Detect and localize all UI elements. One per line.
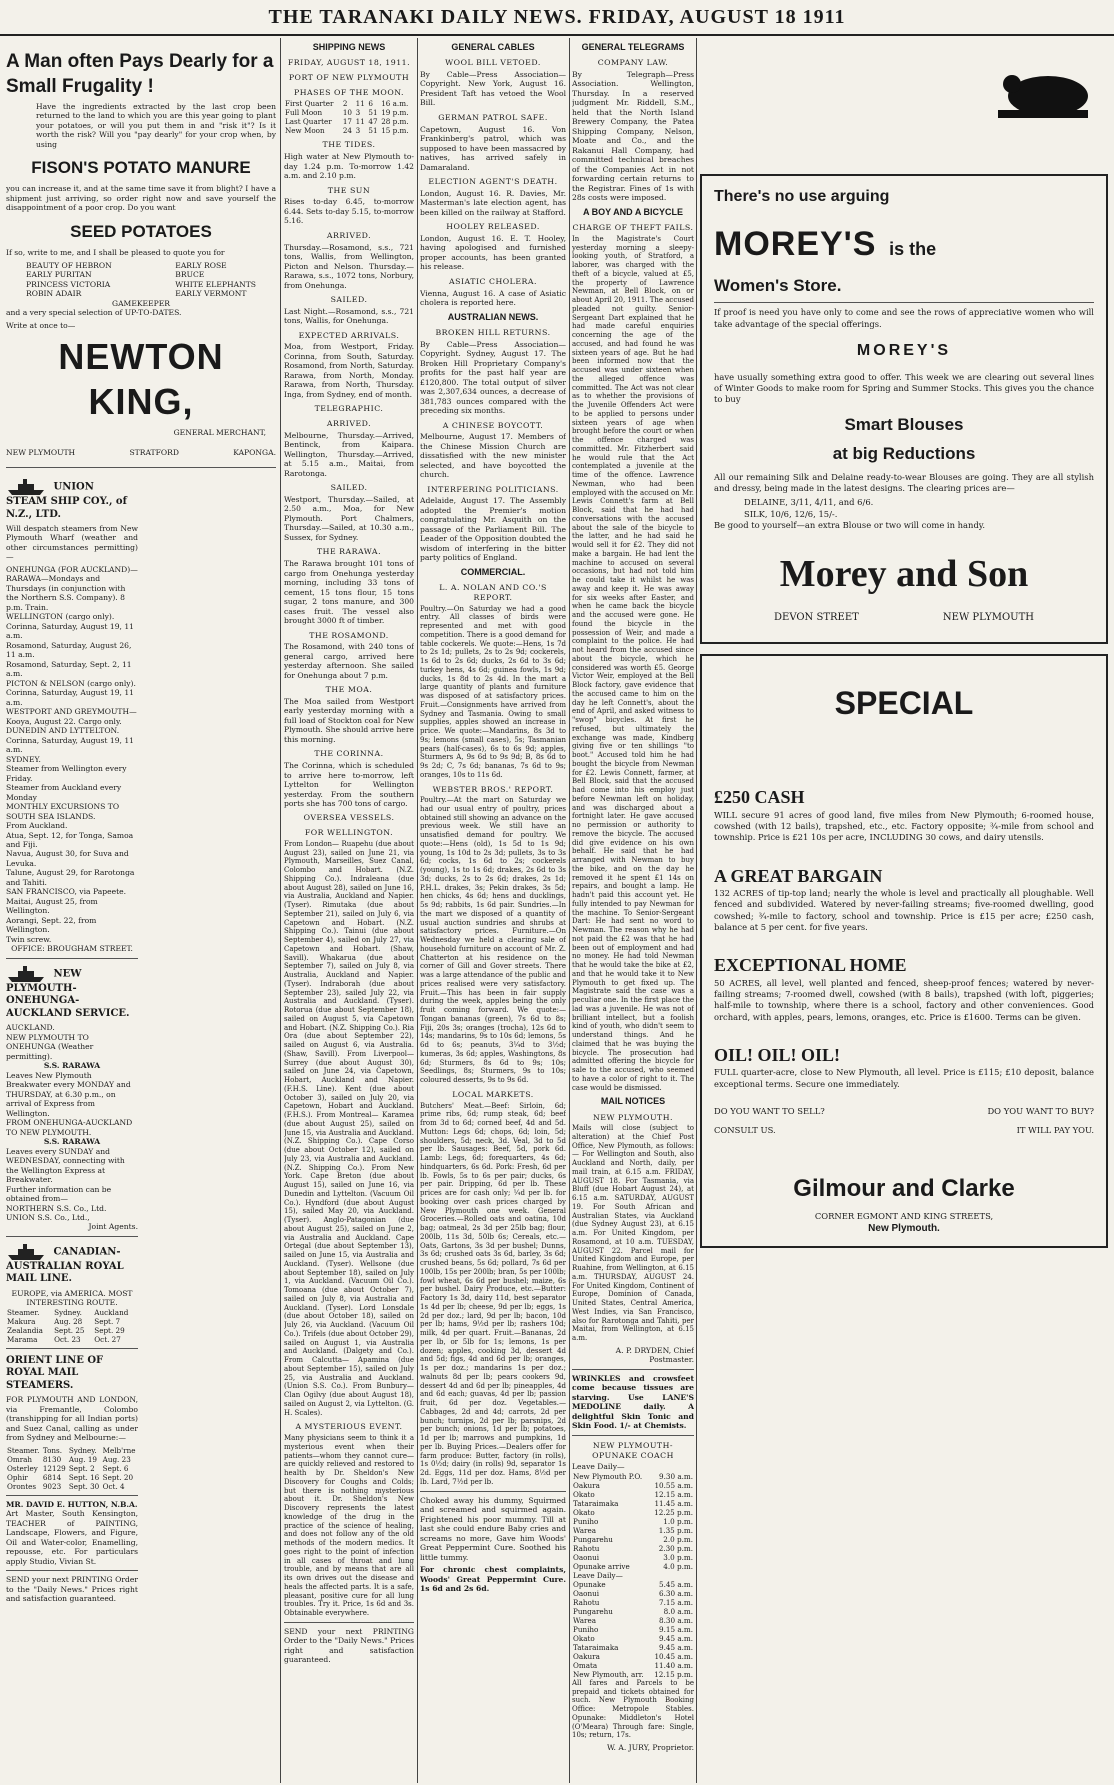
table-row: Full Moon 10 3 51 19 p.m. [285,108,409,118]
printing-ad: SEND your next PRINTING Order to the "Daily News." Prices right and satisfaction guaranteed. [284,1626,414,1665]
printing-ad: SEND your next PRINTING Order to the "Daily News." Prices right and satisfaction guaranteed. [6,1575,138,1604]
subheading: EXPECTED ARRIVALS. [298,330,400,340]
article-text: The Corinna, which is scheduled to arrive here to-morrow, left Lyttelton for Wellington yesterday. From the southern ports she has 700 tons of cargo. [284,761,414,808]
morey-son-title: Morey and Son [779,553,1029,596]
town: STRATFORD [129,447,179,457]
gilmour-title: Gilmour and Clarke [793,1174,1015,1202]
section-title: AUSTRALIAN NEWS. [447,311,539,322]
divider [6,958,138,959]
advert-text: For chronic chest complaints, Woods' Great Peppermint Cure. 1s 6d and 2s 6d. [420,1565,566,1594]
schedule-line: Rosamond, Saturday, Sept. 2, 11 a.m. [6,659,132,679]
article-text: By Cable—Press Association—Copyright. Sydney, August 17. The Broken Hill Proprietary Company's profits for the past half year are £120,800. The total output of silver was 2,307,634 ounces, a decrease of 381,783 ounces compared with the preceding six months. [420,339,566,416]
table-row: Opunake arrive 4.0 p.m. [573,1561,693,1571]
article-text: Mails will close (subject to alteration) at the Chief Post Office, New Plymouth, as follows:— For Wellington and South, also Auckland and North, daily, per mail train, at 6.15 a.m. FRIDAY, AUGUST 18. For Tasmania, via Bluff (due Hobart August 24), at 6.15 a.m. SATURDAY, AUGUST 19. For South African and Australian States, via Auckland (due Sydney August 23), at 6.15 a.m. For United Kingdom, per Rosamond, at 10 a.m. TUESDAY, AUGUST 22. Parcel mail for United Kingdom and Europe, per Ruahine, from Wellington, at 6.15 a.m. THURSDAY, AUGUST 24. For United Kingdom, Continent of Europe, Dominion of Canada, United States, Central America, West Indies, via San Francisco, also for Rarotonga and Tahiti, per Maitai, from Wellington, at 6.15 a.m. [572,1124,694,1343]
ad-footer: CONSULT US. IT WILL PAY YOU. [714,1125,1094,1136]
list-item: BEAUTY OF HEBRON [26,260,112,270]
headline: A Man often Pays Dearly for a [6,51,274,72]
article-text: Capetown, August 16. Von Frankinberg's patrol, which was supposed to have been massacred by natives, has arrived safely in Damaraland. [420,124,566,172]
schedule-line: Kooya, August 22. Cargo only. [6,716,122,726]
subheading: PHASES OF THE MOON. [293,87,405,97]
schedule-line: DUNEDIN AND LYTTELTON. [6,726,120,736]
illustration-icon [978,58,1098,128]
list-item: EARLY VERMONT [175,289,247,299]
list-item: ROBIN ADAIR [26,289,82,299]
divider [6,1570,138,1571]
list-item: EARLY ROSE [175,260,227,270]
table-row: Rahotu 7.15 a.m. [573,1597,693,1607]
divider [6,1348,138,1349]
section-title: GENERAL TELEGRAMS [581,42,685,52]
seed-title: SEED POTATOES [70,221,212,241]
schedule-line: Leaves New Plymouth Breakwater every MONDAY and THURSDAY, at 6.30 p.m., on arrival of Express from Wellington. [6,1070,131,1118]
subheading: SAILED. [330,483,368,493]
divider [6,467,276,468]
section-title: COMMERCIAL. [460,566,526,577]
table-row: Makura Aug. 28 Sept. 7 [7,1316,121,1326]
ad-heading: MOREY'S [856,342,952,360]
date-line: FRIDAY, AUGUST 18, 1911. [287,58,411,68]
table-row: Warea 8.30 a.m. [573,1615,693,1625]
ad-heading: NEW PLYMOUTH-ONEHUNGA-AUCKLAND SERVICE. [6,965,138,1021]
list-item: WHITE ELEPHANTS [175,279,256,289]
subheading: GERMAN PATROL SAFE. [438,112,548,122]
subheading: L. A. NOLAN AND CO.'S REPORT. [439,583,547,602]
subheading: COMPANY LAW. [597,58,669,68]
column-5-display-advertisements [700,38,1108,1783]
table-row: Warea 1.35 p.m. [573,1525,693,1535]
schedule-line: Steamer from Auckland every Monday [6,783,122,802]
headline: Small Frugality ! [6,75,154,97]
table-row: Tataraimaka 9.45 a.m. [573,1642,693,1652]
table-row: Omrah 8130 Aug. 19 Aug. 23 [7,1454,131,1464]
article-text: Melbourne, Thursday.—Arrived, Bentinck, from Kaipara. Wellington, Thursday.—Arrived, at 5.15 a.m., Maitai, from Rarotonga. [284,430,414,478]
subheading: ASIATIC CHOLERA. [449,276,537,286]
table-row: Steamer. Sydney. Auckland [7,1307,129,1317]
subheading: ELECTION AGENT'S DEATH. [428,177,558,187]
article-text: London, August 16. R. Davies, Mr. Masterman's late election agent, has been killed on the railway at Stafford. [420,188,566,217]
subheading: OVERSEA VESSELS. [303,813,395,823]
moon-table [284,99,414,135]
article-text: Adelaide, August 17. The Assembly adopted the Premier's motion congratulating Mr. Asquith on the passage of the Parliament Bill. The Leader of the Opposition doubted the wisdom of interfering in the bitter party politics of England. [420,496,566,563]
ad-text: 132 ACRES of tip-top land; nearly the whole is level and practically all ploughable. Well fenced and subdivided. Watered by never-failing streams; five-roomed dwelling, good cowshed; ¾-mile to factory, school and township. Price is £15 per acre; £250 cash, balance at 5 per cent. for five years. [714,887,1094,932]
article-text: Last Night.—Rosamond, s.s., 721 tons, Wallis, for Onehunga. [284,306,414,326]
shipping-adverts [6,472,138,1607]
ad-heading: Smart Blouses [844,414,964,434]
schedule-line: SAN FRANCISCO, via Papeete. [6,887,127,897]
table-row: Omata 11.40 a.m. [573,1660,693,1670]
table-row: Rahotu 2.30 p.m. [573,1543,693,1553]
table-row: Osterley 12129 Sept. 2 Sept. 6 [7,1463,129,1473]
article-text: Poultry.—On Saturday we had a good entry. All classes of birds were represented and met with good competition. There is a good demand for table cockerels. We quote:—Hens, 1s 7d to 2s 1d; pullets, 2s to 2s 9d; cockerels, 1s 6d to 2s 6d; ducks, 2s 6d to 3s 6d; turkey hens, 4s 6d; guinea fowls, 1s 9d; ducks, 1s 8d to 2s 4d. In the mart a large quantity of plants and furniture was disposed of at satisfactory prices. Fruit.—Consignments have arrived from Sydney and Tasmania. Owing to small supplies, apples showed an increase in price. We quote:—Mandarins, 8s 3d to 9s; lemons (small cases), 5s; Tasmanian pears (half-cases), 6s to 6s 9d; apples, Sturmers A, 9s 6d to 9s 9d; B, 8s 6d to 9s 2d; C, 7s 6d; bananas, 7s 6d to 9s; oranges, 10s to 11s 6d. [420,604,566,779]
schedule-line: Corinna, Saturday, August 19, 11 a.m. [6,621,135,641]
ad-text: Write at once to— [6,320,76,330]
divider [6,1495,138,1496]
price-line: SILK, 10/6, 12/6, 15/-. [744,508,838,519]
table-row: Okato 9.45 a.m. [573,1633,693,1643]
section-title: A BOY AND A BICYCLE [582,206,683,217]
table-row: Oaonui 3.0 p.m. [573,1552,693,1562]
divider [572,1369,694,1370]
schedule-line: AUCKLAND. [6,1023,55,1033]
subheading: LOCAL MARKETS. [452,1089,534,1099]
ad-heading: MR. DAVID E. HUTTON, N.B.A. [6,1499,138,1509]
schedule-line: Talune, August 29, for Rarotonga and Tahiti. [6,868,135,887]
subheading: WOOL BILL VETOED. [445,58,541,68]
subheading: NEW PLYMOUTH-OPUNAKE COACH [592,1440,674,1460]
subheading: THE SUN [327,185,371,195]
steamship-icon [6,965,46,983]
table-row: Okato 12.15 a.m. [573,1489,693,1499]
table-row: Puniho 9.15 a.m. [573,1624,693,1634]
divider [420,1491,566,1492]
sailing-table [6,1446,138,1491]
list-item: PRINCESS VICTORIA [26,279,111,289]
schedule-line: MONTHLY EXCURSIONS TO SOUTH SEA ISLANDS. [6,802,120,821]
ad-heading: MOREY'S is the [714,224,937,263]
subheading: THE RARAWA. [316,547,382,557]
article-text: London, August 16. E. T. Hooley, having apologised and furnished proper accounts, has been granted his release. [420,234,566,272]
ad-text: Will despatch steamers from New Plymouth Wharf (weather and other circumstances permitting)— [6,524,138,562]
schedule-line: NORTHERN S.S. Co., Ltd. [6,1203,107,1213]
newton-king-title: NEWTON KING, [58,336,224,423]
ad-heading: UNION STEAM SHIP COY., of N.Z., LTD. [6,478,138,521]
article-text: By Telegraph—Press Association. Wellington, Thursday. In a reserved judgment Mr. Riddell, S.M., held that the North Island Brewery Company, the Patea Shipping Company, Nelson, Moate and Co., and the Rakanui Hall Company, had committed technical breaches of the Companies Act in not forwarding certain returns to the Registrar. Fines of 1s with 28s costs were imposed. [572,69,694,203]
ad-text: Be good to yourself—an extra Blouse or two will come in handy. [714,519,986,530]
schedule-line: S.S. RARAWA [43,1137,101,1147]
table-row: New Moon 24 3 51 15 p.m. [285,126,409,136]
column-1-advertisements [6,38,276,1783]
subheading: TELEGRAPHIC. [314,404,384,414]
schedule-line: WELLINGTON (cargo only). [6,612,115,622]
ad-text: FOR PLYMOUTH AND LONDON, via Fremantle, Colombo (transhipping for all Indian ports) and Suez Canal, calling as under from Sydney and Melbourne:— [6,1395,138,1443]
article-text: The Rarawa brought 101 tons of cargo from Onehunga yesterday morning, including 33 tons of cement, 15 tons flour, 15 tons sugar, 2 tons manure, and 300 cases fruit. The vessel also brought 3000 ft of timber. [284,559,414,626]
column-rule [417,38,418,1783]
ad-heading: A GREAT BARGAIN [714,865,883,886]
article-text: Poultry.—At the mart on Saturday we had our usual entry of poultry, prices obtained still showing an advance on the previous week. We still have an unsatisfied demand for poultry. We quote:—Hens (old), 1s 5d to 1s 9d; young, 1s 10d to 2s 3d; pullets, 3s to 3s 6d; cocks, 1s 6d to 2s; cockerels (young), 1s to 1s 6d; drakes, 2s 6d to 3s 3d; ducks, 2s to 2s 6d; drakes, 2s 1d; P.H.L. drakes, 3s; Pekin drakes, 3s 5d; hen chicks, 4s 6d; hens and ducklings, 5s 9d; rabbits, 1s 6d pair. Sundries.—In the mart we disposed of a quantity of usual auction sundries and shrubs at satisfactory prices. Furniture.—On Wednesday we held a clearing sale of household furniture on account of Mr. Z. Chatterton at his residence on the corner of Gill and Gover streets. There was a large attendance of the public and prices realised were very satisfactory. Fruit.—This has been in fair supply during the week, apples being the only fruit coming forward. We quote:—Tongan bananas (green), 7s 6d to 8s; Fiji, 20s 3s; oranges (trocha), 12s 6d to 14s; mandarins, 9s to 10s 6d; lemons, 5s 6d to 6s; peanuts, 3¼d to 3½d; kumeras, 3s 6d; apples, Washingtons, 8s 6d; Sturmers, 8s 6d to 9s; 10s; Seedlings, 8s; Sturmers, 9s to 10s; coloured desserts, 9s to 9s 6d. [420,796,566,1085]
schedule-line: Navua, August 30, for Suva and Levuka. [6,849,129,868]
subheading: CHARGE OF THEFT FAILS. [572,223,694,233]
subheading: THE MOA. [325,685,373,695]
ad-text: All our remaining Silk and Delaine ready-to-wear Blouses are going. They are all stylish and dressy, being made in the latest designs. The clearing prices are— [714,471,1094,493]
schedule-line: ONEHUNGA (FOR AUCKLAND)— [6,564,138,574]
town: NEW PLYMOUTH [6,447,76,457]
signature: A. P. DRYDEN, Chief Postmaster. [615,1345,694,1365]
table-row: New Plymouth P.O. 9.30 a.m. [573,1471,693,1481]
ad-text: you can increase it, and at the same time save it from blight? I have a shipment just arriving, so order right now and save yourself the disappointment of a poor crop. Do you want [6,184,276,213]
price-line: DELAINE, 3/11, 4/11, and 6/6. [744,497,874,508]
subheading: NEW PLYMOUTH. [592,1112,673,1122]
article-text: The Rosamond, with 240 tons of general cargo, arrived here yesterday afternoon. She sailed for Onehunga about 7 p.m. [284,642,414,680]
masthead: THE TARANAKI DAILY NEWS. FRIDAY, AUGUST 18 1911 [0,0,1114,36]
section-title: SHIPPING NEWS [312,42,386,52]
schedule-line: UNION S.S. Co., Ltd., [6,1212,90,1222]
divider [6,1236,138,1237]
subheading: ARRIVED. [326,419,372,429]
table-row: Steamer. Tons. Sydney. Melb'rne [7,1445,136,1455]
morey-advert [700,174,1108,644]
ad-text: WILL secure 91 acres of good land, five miles from New Plymouth; 6-roomed house, cowshed (with 12 bails), trapshed, etc., etc. Factory opposite; ¾-mile from school and township. Price is £21 10s per acre, INCLUDING 30 cows, and dairy utensils. [714,809,1094,843]
schedule-line: Corinna, Saturday, August 19, 11 a.m. [6,735,135,755]
subheading: THE TIDES. [322,140,376,150]
table-row: Oakura 10.55 a.m. [573,1480,693,1490]
column-rule [569,38,570,1783]
article-text: In the Magistrate's Court yesterday morning a sleepy-looking youth, of Stratford, a laborer, was charged with the theft of a bicycle, valued at £5, the property of Lawrence Newman, at Bell Block, on or about April 20, 1911. The accused pleaded not guilty. Senior-Sergeant Dart explained that he had made careful enquiries concerning the age of the accused, and had found he was sixteen years of age. But he had been informed now that the accused was under sixteen when the alleged offence was committed. The Act was not clear as to whether the provisions of the Juvenile Offenders Act were to be applied to persons under sixteen years of age when brought before the court or when the offence charged was committed. Mr. Fitzherbert said he would rule that the Act contemplated a juvenile at the time of the offence. Lawrence Newman, who had been employed with the accused on Mr. Lewis Connett's farm at Bell Block, said that he had had conversations with the accused about the sale of the bicycle to the latter, and he had said he would sell it for £2. They did not make a bargain. He had lent the machine to accused on several occasions, but had not told him he could take it whilst he was away and keep it. He was away for six weeks after Easter, and when he came back the bicycle and the accused were gone. He found the bicycle in the possession of Weir, and made a complaint to the police. He had not heard from the accused since about the bicycle, which he considered was worth £5. George Victor Weir, employed at the Bell Block factory, gave evidence that the accused came to him on the day he left Connett's, about the end of April, and asked witness to "swop" bicycles. At first he refused, but ultimately the exchange was made, Kindberg giving five or ten shillings "to boot." Accused told him he had bought the bicycle from Newman for £2. Lewis Connett, farmer, at Bell Block, said that the accused had come into his employ just before Newman left on holiday, and was discharged about a fortnight later. He gave accused no permission or authority to remove the bicycle. The accused did give evidence on his own behalf. He said that he had arranged with Newman to buy the bike, and on the day he removed it he spent £1 14s on repairs, and bought a lamp. He hadn't paid this account yet. He fully intended to pay Newman for the machine. To Senior-Sergeant Dart: He had sent no word to Newman. The reason why he had not paid the £2 was that he had been out of employment and had no money. He had told Newman that he would take the bike at £2, and that he would take it to New Plymouth to get fixed up. The Magistrate said the case was a peculiar one. In the first place the lad was a juvenile. He was not of brilliant intellect, but a foolish kind of youth, who didn't seem to understand things. And he claimed that he was buying the bicycle. The prosecution had admitted offering the bicycle for sale to the accused, who seemed to have a color of right to it. The case would be dismissed. [572,234,694,1092]
office: OFFICE: BROUGHAM STREET. [11,944,133,954]
table-row: Puniho 1.0 p.m. [573,1516,693,1526]
article-text: From London— Ruapehu (due about August 23), sailed on June 21, via Plymouth, Marseilles, Suez Canal, Colombo and Hobart. (N.Z. Shipping Co.). Indraleana (due about August 28), sailed on June 16, via Australia, Auckland and Napier. (Tyser). Rimutaka (due about September 21), sailed on July 6, via Capetown and Hobart. (N.Z. Shipping Co.). Tainui (due about September 4), sailed on July 27, via Capetown and Hobart. (Shaw, Savill). Whakarua (due about September 7), sailed on July 8, via Australia, Auckland and Napier. (Tyser). Indraborah (due about September 23), sailed July 22, via Australia and Auckland. (Tyser). Rotorua (due about September 18), sailed on August 5, via Capetown and Hobart. (N.Z. Shipping Co.). Ria Ora (due about September 22), sailed on August 6, via Australia. (Shaw, Savill). From Liverpool— Surrey (due about August 30), sailed on June 24, via Capetown, Hobart, Auckland and Napier. (F.H.S. Line). Kent (due about October 3), sailed on July 20, via Capetown, Hobart and Auckland. (F.H.S.). From Montreal— Karamea (due about August 25), sailed on June 15, via Australia and Auckland. (N.Z. Shipping Co.). Cape Corso (due about October 12), sailed on July 23, via Australia and Auckland. (N.Z. Shipping Co.). From New York. Cape Breton (due about August 15), sailed on June 16, via Dunedin and Lyttelton. (Vacuum Oil Co.). Hyndford (due about August 15), sailed May 20, via Auckland. (Tyser). Anglo-Patagonian (due about August 25), sailed on June 2, via Australia and Auckland. Cape Ortegal (due about September 13), sailed on June 15, via Australia and Auckland. (Tyser). Wellsone (due about September 18), sailed on July 1, via Auckland. (Vacuum Oil Co.). Tomoana (due about October 7), sailed on July 8, via Australia and Auckland. (Tyser). Lord Lonsdale (due about October 18), sailed on July 26, via Auckland. (Vacuum Oil Co.). Trifels (due about October 29), sailed on August 1, via Australia and Auckland. (Dalgety and Co.). From Calcutta— Apamina (due about September 15), sailed on July 25, via Australia and Auckland. (Union S.S. Co.). From Bunbury— Clan Ogilvy (due about August 18), sailed on August 2, via Lyttelton. (G. H. Scales). [284,839,414,1417]
subheading: THE CORINNA. [314,749,384,759]
steamship-icon [6,1243,46,1261]
column-4-general-telegrams [572,38,694,1783]
sailing-table [6,1308,138,1344]
article-text: Westport, Thursday.—Sailed, at 2.50 a.m., Moa, for New Plymouth. Port Chalmers, Thursday.—Sailed, at 10.30 a.m., Sussex, for Sydney. [284,494,414,542]
article-text: The Moa sailed from Westport early yesterday morning with a full load of Stockton coal for New Plymouth. She should arrive here this morning. [284,696,414,744]
subheading: THE ROSAMOND. [309,630,389,640]
ad-heading: £250 CASH [714,787,805,808]
ad-text: FULL quarter-acre, close to New Plymouth, all level. Price is £115; £10 deposit, balance exceptional terms. Secure one immediately. [714,1067,1094,1089]
table-row: Pungarehu 2.0 p.m. [573,1534,693,1544]
subheading: FOR WELLINGTON. [304,828,394,838]
morey-banner [700,38,1108,168]
schedule-line: WESTPORT AND GREYMOUTH— [6,707,137,717]
table-row: Orontes 9023 Sept. 30 Oct. 4 [7,1481,125,1491]
ad-text: Have the ingredients extracted by the last crop been returned to the land to which you are this year going to plant your potatoes, or will you put them in and "risk it"? Is it worth the risk? Will you "pay dearly" for your crop when, by using [36,101,276,149]
schedule-line: FROM ONEHUNGA-AUCKLAND TO NEW PLYMOUTH. [6,1118,133,1137]
subheading: WEBSTER BROS.' REPORT. [432,784,554,794]
column-rule [280,38,281,1783]
advert-text: Choked away his dummy, Squirmed and screamed and squirmed again. Frightened his poor mummy. Till at last she could endure Baby cries and screams no more, Gave him Woods' Great Peppermint Cure. Soothed his little tummy. [420,1495,566,1562]
subheading: A CHINESE BOYCOTT. [442,420,544,430]
signature: W. A. JURY, Proprietor. [607,1743,694,1753]
advert-text: WRINKLES and crowsfeet come because tissues are starving. Use LANE'S MEDOLINE daily. A delightful Skin Tonic and Skin Food. 1/- at Chemists. [572,1373,694,1431]
table-row: New Plymouth, arr. 12.15 p.m. [573,1669,693,1679]
table-row: Okato 12.25 p.m. [573,1507,693,1517]
schedule-line: Aorangi, Sept. 22, from Wellington. [6,915,97,935]
ad-text: Art Master, South Kensington, TEACHER of PAINTING, Landscape, Flowers, and Figure, Oil and Water-color, Enamelling, repousse, etc. For particulars apply Studio, Vivian St. [6,1509,138,1566]
article-text: Rises to-day 6.45, to-morrow 6.44. Sets to-day 5.15, to-morrow 5.16. [284,197,414,226]
towns [6,448,276,457]
table-row: Pungarehu 8.0 a.m. [573,1606,693,1616]
list-item: EARLY PURITAN [26,270,92,280]
section-title: MAIL NOTICES [600,1096,666,1107]
subheading: BROKEN HILL RETURNS. [435,327,551,337]
list-item: BRUCE [175,270,205,280]
ad-text: 50 ACRES, all level, well planted and fenced, sheep-proof fences; watered by never-failing streams; 7-roomed dwell, cowshed (with 8 bails), trapshed (with loft, piggeries; half-mile to township, where there is a school, factory and other conveniences. Good orchard, with apples, pears, lemons, oranges, etc. Price is £1600. Terms can be given. [714,977,1094,1022]
table-row: Zealandia Sept. 25 Sept. 29 [7,1325,125,1335]
ad-heading: There's no use arguing [714,188,890,205]
schedule-line: SYDNEY. [6,754,41,764]
column-rule [696,38,697,1783]
ad-subheading: EUROPE, via AMERICA. MOST INTERESTING ROUTE. [11,1288,133,1308]
schedule-line: Atua, Sept. 12, for Tonga, Samoa and Fiji. [6,830,134,849]
schedule-line: RARAWA—Mondays and Thursdays (in conjunction with the Northern S.S. Company). 8 p.m. Train. [6,574,126,612]
article-text: Moa, from Westport, Friday. Corinna, from South, Saturday. Rosamond, from North, Saturday. Rarawa, from North, Monday. Rarawa, from North, Thursday. Inga, from Sydney, end of month. [284,342,414,399]
ad-heading: CANADIAN-AUSTRALIAN ROYAL MAIL LINE. [6,1243,138,1286]
coach-table [572,1472,694,1679]
article-text: All fares and Parcels to be prepaid and tickets obtained for such. New Plymouth Booking Office: Metropole Stables. Opunake: Middleton's Hotel (O'Meara) Through fare: Single, 10s; return, 17s. [572,1678,694,1740]
address: DEVON STREET NEW PLYMOUTH [774,611,1034,623]
address: New Plymouth. [868,1223,940,1235]
article-text: Butchers' Meat.—Beef: Sirloin, 6d; prime ribs, 6d; rump steak, 6d; beef from 3d to 6d; corned beef, 4d and 5d. Mutton: Legs 6d; chops, 6d; loin, 5d; shoulders, 5d; neck, 3d. Veal, 3d to 5d per lb. Sausages: Beef, 5d, pork 6d. Lamb: Legs, 6d; forequarters, 4s 6d; hindquarters, 6s 6d. Pork: Fresh, 6d per lb. Fowls, 5s to 6s per pair; ducks, 6s per pair. Dripping, 6d per lb. These prices are for cash only; ¼d per lb. for booking over cash prices charged by New Plymouth one week. General Groceries.—Rolled oats and oatina, 10d bag; oatmeal, 2s 3d per 25lb bag; flour, 200lb, 11s 3d, 50lb 6s; Cereals, etc.—Oats, Gartons, 3s 3d per bushel; Dunns, 3s 6d; crushed oats 3s 6d, barley, 3s 6d; crushed beans, 5s 6d; pollard, 7s 6d per 100lb, 15s per 200lb; bran, 5s per 100lb; fowl wheat, 6s 6d per bushel; maize, 6s per bushel. Dairy Produce, etc.—Butter: Factory 1s 3d, dairy 11d, best separator 1s 4d per lb; cheese, 9d per lb; eggs, 1s 2d per doz.; lard, 9d per lb; bacon, 10d per lb; hams, 9½d per lb; rashers 10d; milk, 4d per quart. Fruit.—Bananas, 2d per lb, or 5lb for 1s; lemons, 1s per dozen; apples, cooking 3d, dessert 4d and 5d; figs, 4d and 6d per lb; oranges, 1s per doz.; mandarins 1s per doz.; walnuts 8d per lb; pears cookers 9d, dessert 4d and 6d per lb; pineapples, 4d and 6d each; guavas, 4d per lb; passion fruit, 6d per doz. Vegetables.—Cabbages, 2d and 4d; carrots, 2d per bunch; turnips, 2d per lb; parsnips, 2d per bunch; onions, 1d per lb; potatoes, 1d per lb; marrows and pumpkins, 1d per lb. Buying Prices.—Dealers offer for farm produce: Butter, factory (in rolls), 1s 0½d; dairy (in rolls) 9d, separator 1s 2d. Eggs, 11d per doz. Hams, 8½d per lb. Lard, 7½d per lb. [420,1101,566,1486]
gamekeeper: GAMEKEEPER [112,298,170,308]
schedule-line: Corinna, Saturday, August 19, 11 a.m. [6,688,135,707]
schedule-line: Twin screw. [6,934,52,944]
schedule-line: S.S. RARAWA [43,1061,101,1071]
schedule-line: Further information can be obtained from— [6,1184,112,1204]
subheading: INTERFERING POLITICIANS. [427,484,559,494]
subheading: HOOLEY RELEASED. [446,222,540,232]
steamship-icon [6,478,46,496]
subheading: A MYSTERIOUS EVENT. [295,1422,403,1432]
article-text: Many physicians seem to think it a mysterious event when their patients—whom they cannot cure—are quickly relieved and restored to health by Dr. Sheldon's New Discovery for Coughs and Colds; but there is nothing mysterious about it. Dr. Sheldon's New Discovery represents the latest knowledge of the drug in the practice of the science of healing, and does not follow any of the old methods of the modern medics. It goes right to the point of infection in all cases of throat and lung trouble, and by means that are all its own drives out the disease and heals the affected parts. It is a safe, pleasant, positive cure for all lung troubles. Try it. Price, 1s 6d and 3s. Obtainable everywhere. [284,1434,414,1618]
schedule-line: Rosamond, Saturday, August 26, 11 a.m. [6,640,132,660]
table-row: Leave Daily— [573,1570,623,1580]
table-row: Marama Oct. 23 Oct. 27 [7,1334,121,1344]
article-text: Vienna, August 16. A case of Asiatic cholera is reported here. [420,288,566,308]
table-row: Oaonui 6.30 a.m. [573,1588,693,1598]
column-2-shipping-news [284,38,414,1783]
schedule-line: Maitai, August 25, from Wellington. [6,896,98,916]
merchant: GENERAL MERCHANT, [173,428,266,438]
ad-heading: Women's Store. [714,276,842,296]
column-3-general-cables [420,38,566,1783]
address: CORNER EGMONT AND KING STREETS, [814,1211,994,1222]
land-advert [700,654,1108,1248]
ad-text: If so, write to me, and I shall be pleased to quote you for [6,248,225,258]
article-text: Thursday.—Rosamond, s.s., 721 tons, Wallis, from Wellington, Picton and Nelson. Thursday.—Rarawa, s.s., 1072 tons, Norbury, from Onehunga. [284,242,414,290]
article-text: High water at New Plymouth to-day 1.24 p.m. To-morrow 1.42 a.m. and 2.10 p.m. [284,152,414,181]
section-title: GENERAL CABLES [451,42,535,52]
subheading: SAILED. [330,294,368,304]
coach-label: Leave Daily— [572,1462,625,1472]
ad-text: If proof is need you have only to come and see the rows of appreciative women who will take advantage of the special offerings. [714,307,1094,329]
ad-heading: ORIENT LINE OF ROYAL MAIL STEAMERS. [6,1354,104,1391]
town: KAPONGA. [233,447,276,457]
divider [714,302,1094,303]
schedule-line: PICTON & NELSON (cargo only). [6,678,136,688]
potato-list [6,261,276,299]
schedule-line: NEW PLYMOUTH TO ONEHUNGA (Weather permitting). [6,1032,94,1061]
table-row: Tataraimaka 11.45 a.m. [573,1498,693,1508]
table-row: Last Quarter 17 11 47 28 p.m. [285,117,409,127]
ad-heading: OIL! OIL! OIL! [714,1044,841,1065]
table-row: Oakura 10.45 a.m. [573,1651,693,1661]
ad-footer: DO YOU WANT TO SELL? DO YOU WANT TO BUY? [714,1105,1094,1116]
fison-title: FISON'S POTATO MANURE [31,158,251,178]
divider [572,1435,694,1436]
ad-text: have usually something extra good to offer. This week we are clearing out several lines of Winter Goods to make room for Spring and Summer Stocks. This gives you the chance to buy [714,371,1094,405]
article-text: By Cable—Press Association—Copyright. New York, August 16. President Taft has vetoed the Wool Bill. [420,69,566,108]
schedule-line: Joint Agents. [88,1222,138,1232]
table-row: Opunake 5.45 a.m. [573,1579,693,1589]
ad-heading: EXCEPTIONAL HOME [714,955,907,976]
subheading: PORT OF NEW PLYMOUTH [288,72,410,82]
schedule-line: From Auckland. [6,821,68,831]
ad-heading: at big Reductions [832,443,976,463]
divider [284,1622,414,1623]
schedule-line: Steamer from Wellington every Friday. [6,764,127,783]
ad-text: and a very special selection of UP-TO-DATES. [6,308,182,318]
table-row: First Quarter 2 11 6 16 a.m. [285,99,409,109]
table-row: Ophir 6814 Sept. 16 Sept. 20 [7,1472,134,1482]
schedule-line: Leaves every SUNDAY and WEDNESDAY, connecting with the Wellington Express at Breakwater. [6,1146,125,1185]
article-text: Melbourne, August 17. Members of the Chinese Mission Church are dissatisfied with the new minister selected, and have boycotted the church. [420,432,566,480]
subheading: ARRIVED. [326,230,372,240]
ad-heading: SPECIAL [834,685,974,722]
